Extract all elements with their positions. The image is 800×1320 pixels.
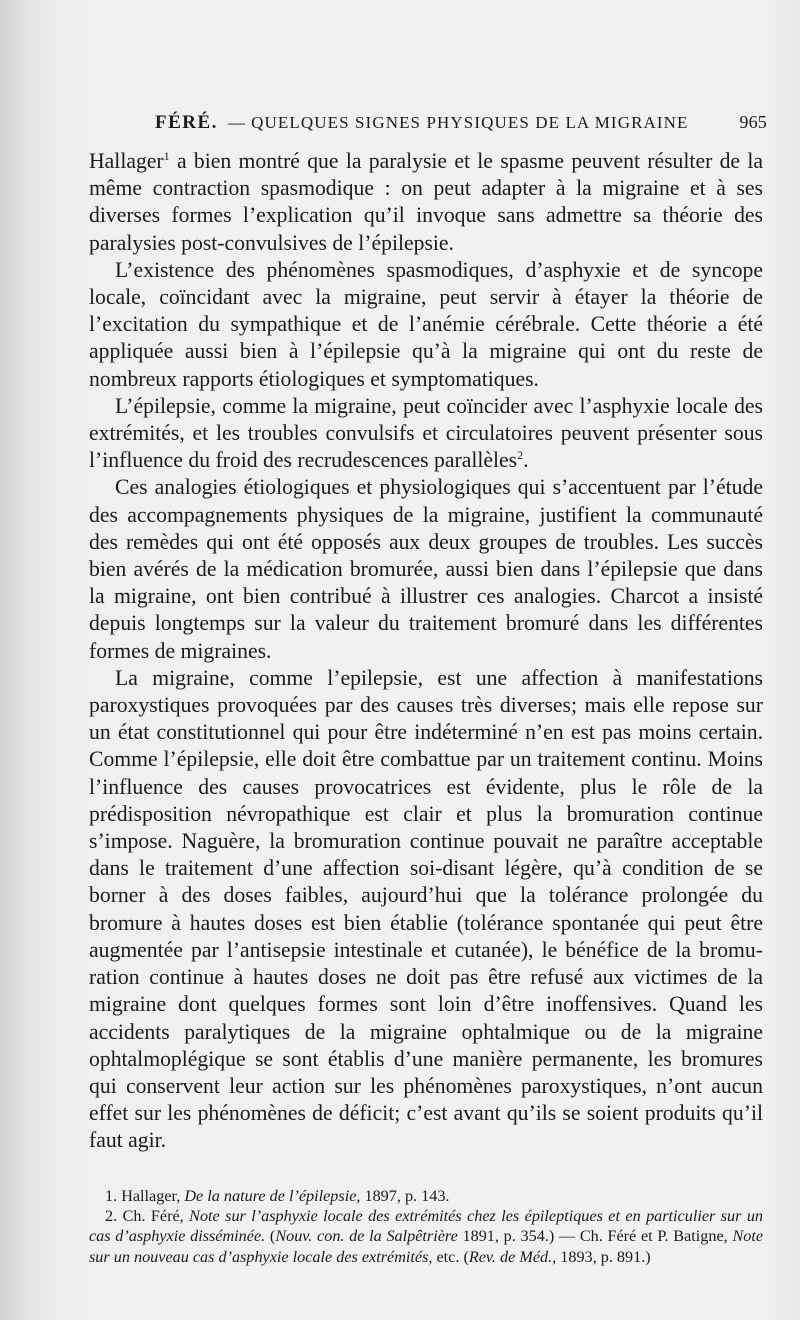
paragraph-3-text: L’épilepsie, comme la migraine, peut coïncider avec l’asphyxie locale des extrémités, et les troubles convulsifs et circulatoires peuvent présenter sous l’influence du froid des recrudescences parallèles <box>89 393 763 473</box>
header-title: QUELQUES SIGNES PHYSIQUES DE LA MIGRAINE <box>251 113 689 132</box>
paragraph-4: Ces analogies étiologiques et physiologiques qui s’accentuent par l’étude des accompagnements physiques de la migraine, justifient la communauté des remèdes qui ont été opposés aux deux groupes de troubles. Les succès bien avérés de la médication bromurée, aussi bien dans l’épilepsie que dans la migraine, ont bien contribué à illustrer ces analogies. Charcot a insisté depuis longtemps sur la valeur du traitement bromuré dans les différentes formes de migraines. <box>89 475 763 663</box>
footnote-2-number: 2. <box>105 1207 118 1226</box>
footnote-2-end: 1893, p. 891.) <box>560 1247 651 1266</box>
paragraph-5: La migraine, comme l’epilepsie, est une affection à manifestations paroxystiques provoquées par des causes très diverses; mais elle repose sur un état constitutionnel qui pour être indéterminé n’en est pas moins certain. Comme l’épilepsie, elle doit être combattue par un traitement continu. Moins l’influence des causes provocatrices est évidente, plus le rôle de la prédisposition névropathique est clair et plus la bromuration continue s’impose. Naguère, la bromuration continue pouvait ne paraître acceptable dans le traitement d’une affection soi-disant légère, qu’à condition de se borner à des doses faibles, aujourd’hui que la tolérance prolongée du bromure à hautes doses est bien établie (tolérance spontanée qui peut être augmentée par l’antisepsie intestinale et cutanée), le bénéfice de la bromuration continue à hautes doses ne doit pas être refusé aux victimes de la migraine dont quelques formes sont loin d’être inoffensives. Quand les accidents paralytiques de la migraine ophtalmique ou de la migraine ophtalmoplégique se sont établis d’une manière permanente, les bromures qui conservent leur action sur les phénomènes paroxystiques, n’ont aucun effet sur les phénomènes de déficit; c’est avant qu’ils se soient produits qu’il faut agir. <box>89 665 763 1153</box>
footnote-2-paren: ( <box>269 1227 276 1246</box>
paragraph-3 <box>89 393 763 475</box>
footnote-1-title: De la nature de l’épilepsie, <box>184 1187 361 1205</box>
running-head <box>155 112 767 142</box>
footnote-1-number: 1. <box>105 1187 118 1205</box>
paragraph-1 <box>89 148 763 257</box>
footnote-2-title: Note sur l’asphyxie locale des extrémités chez les épileptiques et en particulier sur un cas d’asphyxie disséminée. <box>89 1207 764 1246</box>
footnote-1 <box>89 1186 763 1206</box>
paragraph-1-rest: a bien montré que la paralysie et le spasme peuvent résulter de la même contraction spasmodique : on peut adapter à la migraine et à ses diverses formes l’explication qu’il invoque sans admettre sa théorie des paralysies post-convulsives de l’épilepsie. <box>89 149 763 255</box>
footnote-ref-1: 1 <box>163 149 170 163</box>
header-dash: — <box>227 113 246 132</box>
body-text <box>89 148 763 1155</box>
footnote-2-ref: 1891, p. 354.) — Ch. Féré et P. Batigne, <box>462 1227 728 1246</box>
footnote-1-rest: 1897, p. 143. <box>364 1187 450 1205</box>
footnote-2 <box>89 1206 763 1267</box>
header-author: FÉRÉ. <box>155 112 218 133</box>
footnotes <box>89 1186 763 1267</box>
paragraph-1-start: Hallager <box>89 149 164 173</box>
footnote-1-author: Hallager, <box>121 1187 181 1205</box>
footnote-2-etc: etc. ( <box>436 1247 469 1266</box>
footnote-ref-2: 2 <box>517 448 524 463</box>
paragraph-3-end: . <box>523 448 529 473</box>
footnote-2-journal: Nouv. con. de la Salpêtrière <box>275 1227 458 1246</box>
page-number: 965 <box>739 112 767 132</box>
footnote-2-title-2: Note sur un nouveau cas d’asphyxie locale des extrémités, <box>89 1227 764 1266</box>
footnote-2-author: Ch. Féré, <box>122 1207 184 1226</box>
footnote-2-journal-2: Rev. de Méd., <box>468 1247 557 1266</box>
paragraph-2: L’existence des phénomènes spasmodiques, d’asphyxie et de syncope locale, coïncidant avec la migraine, peut servir à étayer la théorie de l’excitation du sympathique et de l’anémie cérébrale. Cette théorie a été appliquée aussi bien à l’épilepsie qu’à la migraine qui ont du reste de nombreux rapports étiologiques et symptomatiques. <box>89 257 763 391</box>
